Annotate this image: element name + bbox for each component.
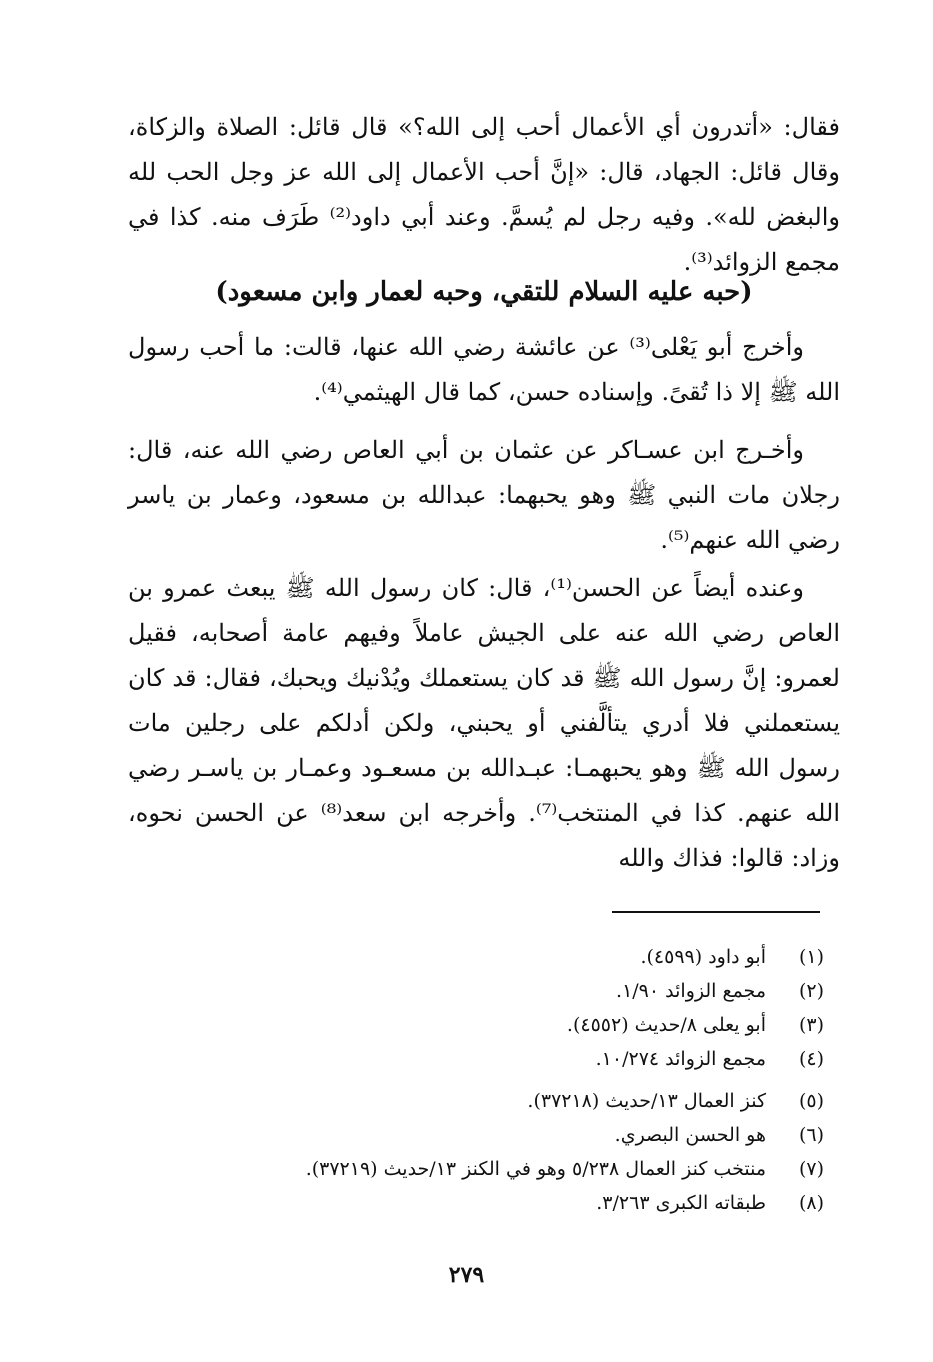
footnote-number: (٤) [798, 1048, 824, 1070]
footnote-text: أبو يعلى ٨/حديث (٤٥٥٢). [566, 1014, 766, 1036]
footnote-number: (٦) [798, 1124, 824, 1146]
footnote-divider [612, 911, 820, 913]
footnote-number: (١) [798, 946, 824, 968]
paragraph-hadith-continuation: فقال: «أتدرون أي الأعمال أحب إلى الله؟» قال قائل: الصلاة والزكاة، وقال قائل: الجهاد، قال: «إنَّ أحب الأعمال إلى الله عز وجل الحب لله والبغض لله». وفيه رجل لم يُسمَّ. وعند أبي داود⁽²⁾ طَرَف منه. كذا في مجمع الزوائد⁽³⁾. [128, 113, 840, 276]
paragraph-ibn-asakir: وأخـرج ابن عسـاكر عن عثمان بن أبي العاص رضي الله عنه، قال: رجلان مات النبي ﷺ وهو يحبهما: عبدالله بن مسعود، وعمار بن ياسر رضي الله عنهم⁽⁵⁾. [128, 436, 840, 554]
footnotes-list [128, 940, 824, 1220]
footnote-item [128, 1084, 824, 1118]
footnote-text: كنز العمال ١٣/حديث (٣٧٢١٨). [527, 1090, 766, 1112]
footnote-text: مجمع الزوائد ١٠/٢٧٤. [595, 1048, 766, 1070]
footnote-text: أبو داود (٤٥٩٩). [640, 946, 766, 968]
footnote-item [128, 974, 824, 1008]
footnote-number: (٧) [798, 1158, 824, 1180]
footnote-item [128, 940, 824, 974]
footnote-number: (٥) [798, 1090, 824, 1112]
footnote-item [128, 1008, 824, 1042]
paragraph-al-hasan: وعنده أيضاً عن الحسن⁽¹⁾، قال: كان رسول الله ﷺ يبعث عمرو بن العاص رضي الله عنه على الجيش عاملاً وفيهم عامة أصحابه، فقيل لعمرو: إنَّ رسول الله ﷺ قد كان يستعملك ويُدْنيك ويحبك، فقال: قد كان يستعملني فلا أدري يتألَّفني أو يحبني، ولكن أدلكم على رجلين مات رسول الله ﷺ وهو يحبهمـا: عبـدالله بن مسعـود وعمـار بن ياسـر رضي الله عنهم. كذا في المنتخب⁽⁷⁾. وأخرجه ابن سعد⁽⁸⁾ عن الحسن نحوه، وزاد: قالوا: فذاك والله [128, 574, 841, 872]
footnote-text: هو الحسن البصري. [614, 1124, 766, 1146]
footnote-item [128, 1042, 824, 1076]
footnote-item [128, 1152, 824, 1186]
footnote-item [128, 1186, 824, 1220]
section-heading: (حبه عليه السلام للتقي، وحبه لعمار وابن مسعود) [215, 277, 753, 307]
footnote-text: مجمع الزوائد ١/٩٠. [616, 980, 766, 1002]
footnote-item [128, 1118, 824, 1152]
footnote-text: طبقاته الكبرى ٣/٢٦٣. [596, 1192, 766, 1214]
footnote-number: (٨) [798, 1192, 824, 1214]
footnote-number: (٢) [798, 980, 824, 1002]
page-number: ٢٧٩ [448, 1262, 485, 1288]
footnote-number: (٣) [798, 1014, 824, 1036]
paragraph-abu-yala: وأخرج أبو يَعْلى⁽³⁾ عن عائشة رضي الله عنها، قالت: ما أحب رسول الله ﷺ إلا ذا تُقىً. وإسناده حسن، كما قال الهيثمي⁽⁴⁾. [128, 333, 840, 406]
footnote-text: منتخب كنز العمال ٥/٢٣٨ وهو في الكنز ١٣/حديث (٣٧٢١٩). [305, 1158, 766, 1180]
